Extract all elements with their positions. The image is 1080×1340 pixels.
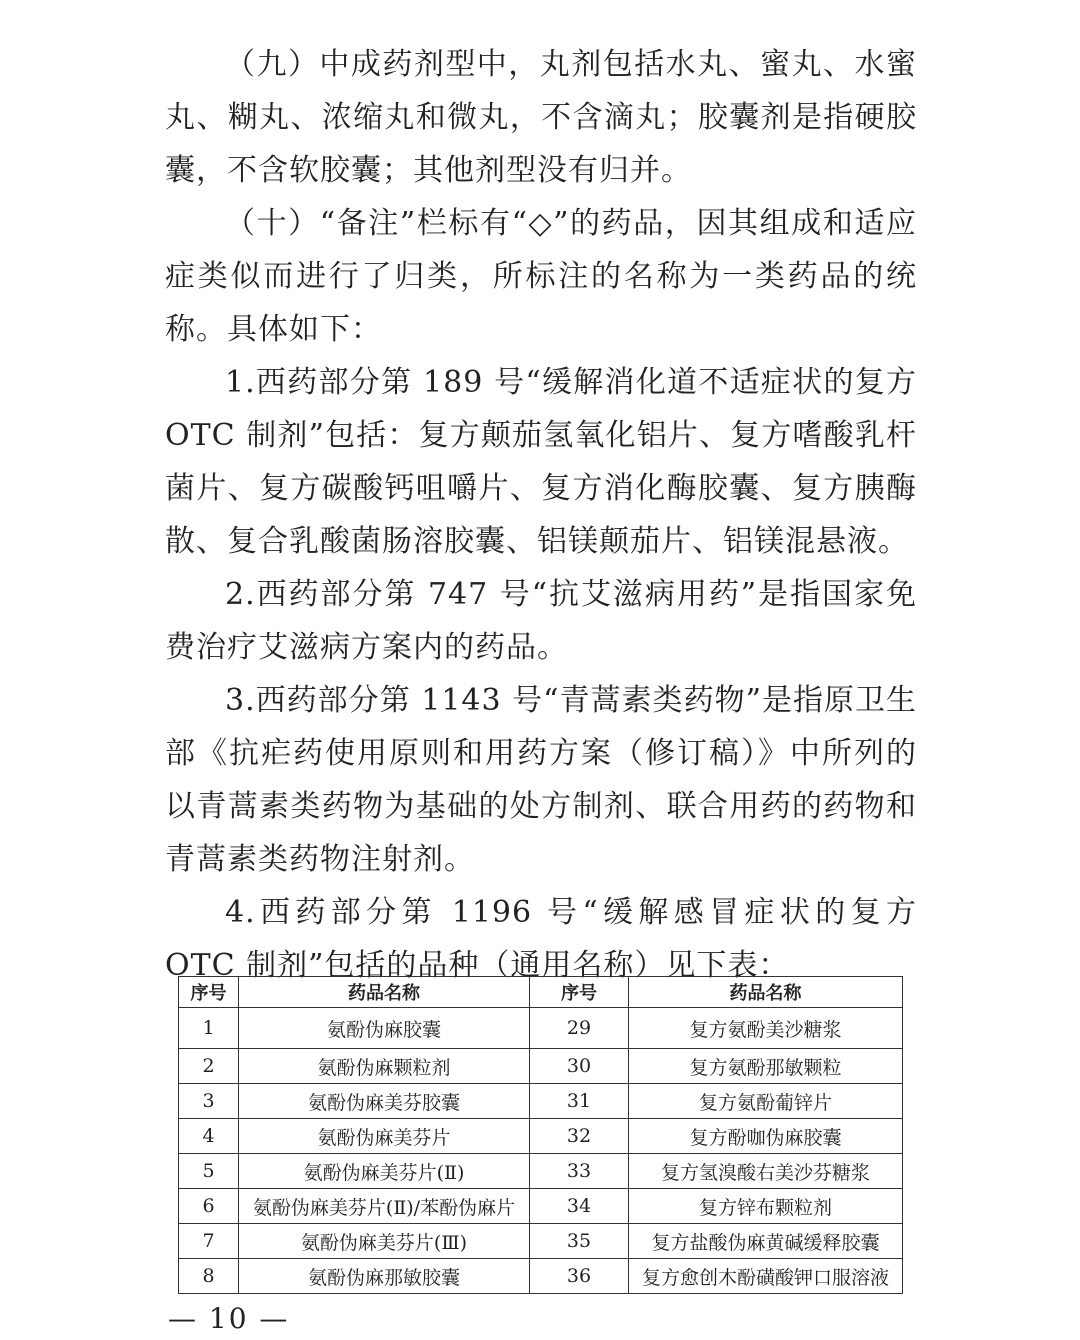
cell-index: 1: [179, 1008, 239, 1049]
cell-index: 31: [530, 1084, 629, 1119]
cell-drug-name: 复方盐酸伪麻黄碱缓释胶囊: [629, 1224, 903, 1259]
cell-drug-name: 复方氨酚葡锌片: [629, 1084, 903, 1119]
cell-drug-name: 复方酚咖伪麻胶囊: [629, 1119, 903, 1154]
cell-drug-name: 氨酚伪麻美芬片(Ⅱ)/苯酚伪麻片: [239, 1189, 530, 1224]
cell-index: 33: [530, 1154, 629, 1189]
cell-drug-name: 复方氨酚美沙糖浆: [629, 1008, 903, 1049]
cell-drug-name: 复方愈创木酚磺酸钾口服溶液: [629, 1259, 903, 1294]
cell-index: 8: [179, 1259, 239, 1294]
paragraph-note-4: 4.西药部分第 1196 号“缓解感冒症状的复方 OTC 制剂”包括的品种（通用名称）见下表：: [165, 895, 917, 983]
table-row: [179, 1049, 903, 1084]
table-row: [179, 1224, 903, 1259]
cell-drug-name: 氨酚伪麻那敏胶囊: [239, 1259, 530, 1294]
table-row: [179, 1189, 903, 1224]
cell-drug-name: 氨酚伪麻美芬片: [239, 1119, 530, 1154]
cell-drug-name: 氨酚伪麻颗粒剂: [239, 1049, 530, 1084]
cell-index: 4: [179, 1119, 239, 1154]
cell-index: 5: [179, 1154, 239, 1189]
paragraph-item-10: （十）“备注”栏标有“◇”的药品，因其组成和适应症类似而进行了归类，所标注的名称为一类药品的统称。具体如下：: [165, 206, 917, 347]
drug-table: [178, 976, 903, 1294]
cell-index: 36: [530, 1259, 629, 1294]
cell-index: 3: [179, 1084, 239, 1119]
cell-index: 35: [530, 1224, 629, 1259]
cell-index: 32: [530, 1119, 629, 1154]
cell-drug-name: 氨酚伪麻美芬胶囊: [239, 1084, 530, 1119]
cell-drug-name: 氨酚伪麻胶囊: [239, 1008, 530, 1049]
page-number: — 10 —: [168, 1302, 290, 1335]
cell-index: 7: [179, 1224, 239, 1259]
cell-drug-name: 复方氨酚那敏颗粒: [629, 1049, 903, 1084]
header-name-left: 药品名称: [239, 977, 530, 1008]
cell-drug-name: 复方氢溴酸右美沙芬糖浆: [629, 1154, 903, 1189]
cell-index: 30: [530, 1049, 629, 1084]
paragraph-item-9: （九）中成药剂型中，丸剂包括水丸、蜜丸、水蜜丸、糊丸、浓缩丸和微丸，不含滴丸；胶囊剂是指硬胶囊，不含软胶囊；其他剂型没有归并。: [165, 47, 917, 188]
table-row: [179, 1084, 903, 1119]
table-row: [179, 1154, 903, 1189]
cell-index: 29: [530, 1008, 629, 1049]
cell-index: 2: [179, 1049, 239, 1084]
cell-drug-name: 复方锌布颗粒剂: [629, 1189, 903, 1224]
cell-drug-name: 氨酚伪麻美芬片(Ⅱ): [239, 1154, 530, 1189]
table-row: [179, 1008, 903, 1049]
header-name-right: 药品名称: [629, 977, 903, 1008]
cell-index: 34: [530, 1189, 629, 1224]
header-index-left: 序号: [179, 977, 239, 1008]
paragraph-note-3: 3.西药部分第 1143 号“青蒿素类药物”是指原卫生部《抗疟药使用原则和用药方案（修订稿）》中所列的以青蒿素类药物为基础的处方制剂、联合用药的药物和青蒿素类药物注射剂。: [165, 683, 917, 877]
table-header-row: [179, 977, 903, 1008]
header-index-right: 序号: [530, 977, 629, 1008]
paragraph-note-2: 2.西药部分第 747 号“抗艾滋病用药”是指国家免费治疗艾滋病方案内的药品。: [165, 577, 917, 665]
paragraph-note-1: 1.西药部分第 189 号“缓解消化道不适症状的复方 OTC 制剂”包括：复方颠茄氢氧化铝片、复方嗜酸乳杆菌片、复方碳酸钙咀嚼片、复方消化酶胶囊、复方胰酶散、复合乳酸菌肠溶胶囊、铝镁颠茄片、铝镁混悬液。: [165, 365, 917, 559]
table-row: [179, 1119, 903, 1154]
cell-drug-name: 氨酚伪麻美芬片(Ⅲ): [239, 1224, 530, 1259]
cell-index: 6: [179, 1189, 239, 1224]
document-body: [165, 38, 917, 992]
table-row: [179, 1259, 903, 1294]
